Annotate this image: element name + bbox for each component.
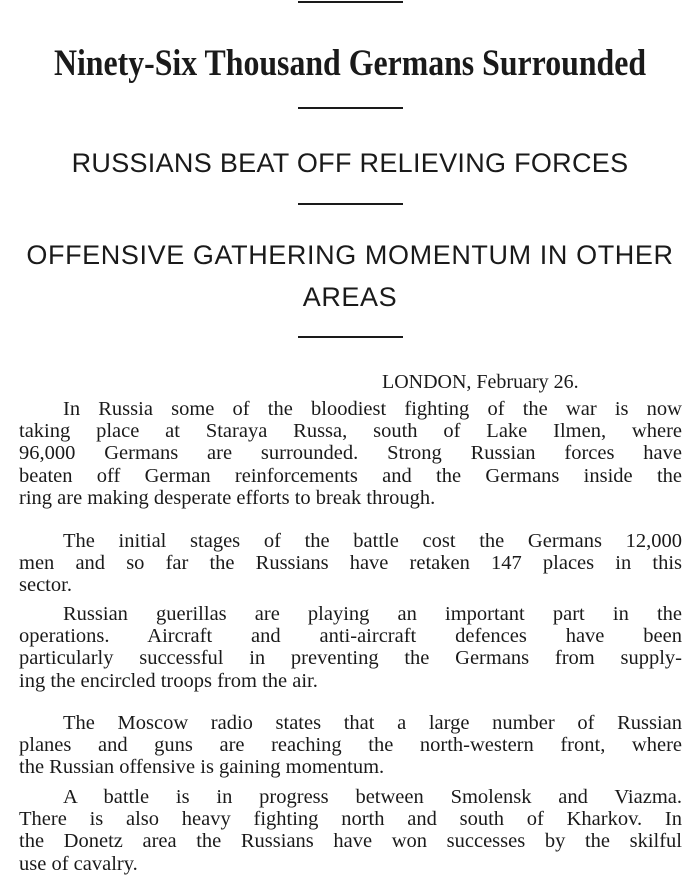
sub-headline: RUSSIANS BEAT OFF RELIEVING FORCES: [71, 148, 629, 178]
text-line: In Russia some of the bloodiest fighting of the war is now: [63, 398, 682, 420]
divider-rule-1: [298, 107, 403, 109]
text-line: the Donetz area the Russians have won successes by the skilful: [19, 830, 682, 853]
text-line: men and so far the Russians have retaken 147 places in this: [19, 552, 682, 575]
top-rule: [298, 1, 403, 3]
text-line: There is also heavy fighting north and south of Kharkov. In: [19, 808, 682, 831]
text-line: taking place at Staraya Russa, south of Lake Ilmen, where: [19, 420, 682, 443]
text-line: ing the encircled troops from the air.: [19, 669, 318, 692]
main-headline: Ninety-Six Thousand Germans Surrounded: [53, 43, 647, 84]
text-line: A battle is in progress between Smolensk and Viazma.: [63, 786, 682, 808]
deck-headline-line-1: OFFENSIVE GATHERING MOMENTUM IN OTHER: [26, 240, 674, 270]
divider-rule-3: [298, 336, 403, 338]
text-line: Russian guerillas are playing an important part in the: [63, 603, 682, 625]
text-line: planes and guns are reaching the north-western front, where: [19, 734, 682, 757]
deck-headline: [0, 234, 700, 318]
dateline: LONDON, February 26.: [382, 371, 579, 393]
article-paragraph-5: [19, 786, 682, 875]
text-line: 96,000 Germans are surrounded. Strong Russian forces have: [19, 442, 682, 465]
article-paragraph-3: [19, 603, 682, 692]
divider-rule-2: [298, 203, 403, 205]
article-paragraph-1: [19, 398, 682, 509]
text-line: The Moscow radio states that a large number of Russian: [63, 712, 682, 734]
text-line: sector.: [19, 574, 72, 597]
article-paragraph-2: [19, 530, 682, 597]
text-line: operations. Aircraft and anti-aircraft defences have been: [19, 625, 682, 648]
text-line: ring are making desperate efforts to break through.: [19, 486, 436, 509]
text-line: particularly successful in preventing the Germans from supply-: [19, 647, 682, 670]
text-line: use of cavalry.: [19, 852, 138, 875]
text-line: The initial stages of the battle cost the Germans 12,000: [63, 530, 682, 552]
text-line: the Russian offensive is gaining momentum.: [19, 756, 385, 779]
text-line: beaten off German reinforcements and the Germans inside the: [19, 464, 682, 487]
article-paragraph-4: [19, 712, 682, 779]
deck-headline-line-2: AREAS: [302, 282, 398, 312]
